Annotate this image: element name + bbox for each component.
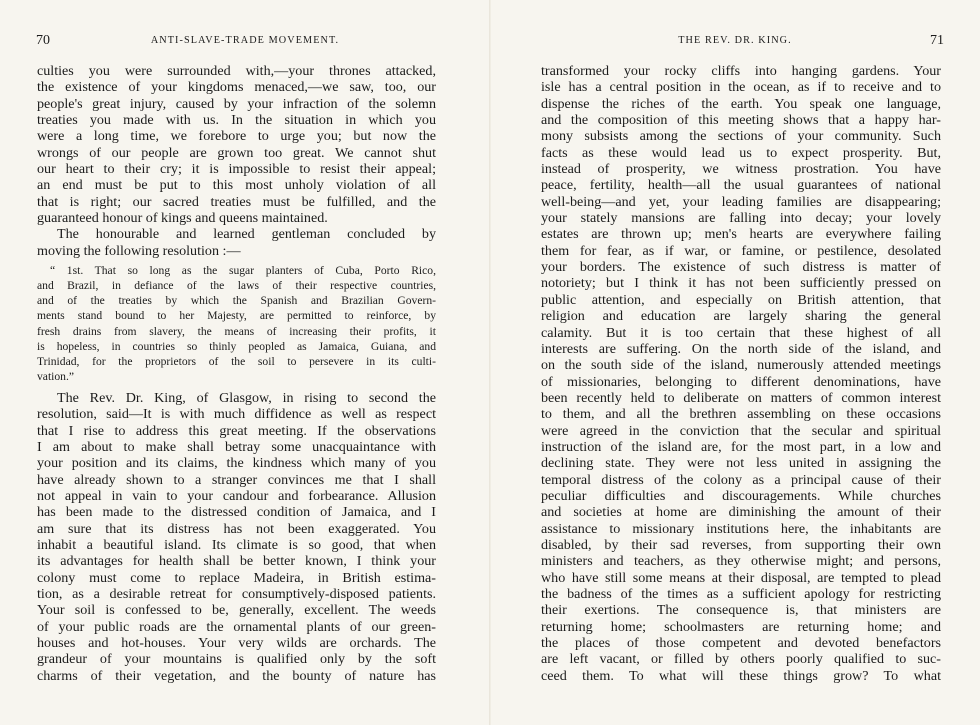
- text-line: moving the following resolution :—: [37, 242, 241, 259]
- text-line: facts as these would lead us to expect prosperity. But,: [541, 144, 941, 161]
- text-line: religion and education are largely sharing the general: [541, 308, 941, 325]
- paragraph: [541, 63, 941, 684]
- text-line: isle has a central position in the ocean, as if to receive and to: [541, 79, 941, 96]
- text-line: your borders. The existence of such distress is matter of: [541, 259, 941, 276]
- text-line: them for fear, as if war, or famine, or pestilence, desolated: [541, 242, 941, 259]
- text-line: to them, and all the brethren assembling on these occasions: [541, 406, 941, 423]
- paragraph: [37, 226, 436, 259]
- text-column: [37, 63, 436, 684]
- text-line: that I rise to address this great meeting. If the observations: [37, 422, 436, 439]
- text-line: Trinidad, for the proprietors of the soil to persevere in its culti-: [37, 354, 436, 368]
- text-line: Your soil is confessed to be, generally, excellent. The weeds: [37, 602, 436, 619]
- right-page: [490, 0, 980, 725]
- text-line: an end must be put to this most unholy violation of all: [37, 177, 436, 194]
- text-line: temporal distress of the colony as a principal cause of their: [541, 471, 941, 488]
- text-line: resolution, said—It is with much diffidence as well as respect: [37, 406, 436, 423]
- text-line: inhabit a beautiful island. Its climate is so good, that when: [37, 536, 436, 553]
- text-line: notoriety; but I think it has not been sufficiently pressed on: [541, 275, 941, 292]
- text-line: culties you were surrounded with,—your thrones attacked,: [37, 63, 436, 79]
- text-line: “ 1st. That so long as the sugar planters of Cuba, Porto Rico,: [50, 264, 436, 278]
- text-line: the badness of the times as a sufficient apology for restricting: [541, 586, 941, 602]
- text-line: peculiar difficulties and discouragements. While churches: [541, 487, 941, 504]
- text-line: disabled, by their sad reverses, from supporting their own: [541, 536, 941, 553]
- page-number: 70: [36, 33, 50, 48]
- running-head: ANTI-SLAVE-TRADE MOVEMENT.: [150, 35, 340, 46]
- text-line: mony subsists among the sections of your community. Such: [541, 128, 941, 145]
- text-line: wrongs of our people are grown too great. We cannot shut: [37, 144, 436, 161]
- text-line: were a long time, we forebore to urge you; but now the: [37, 128, 436, 145]
- text-line: their exertions. The consequence is, that ministers are: [541, 602, 941, 619]
- text-line: dispense the riches of the earth. You speak one language,: [541, 95, 941, 112]
- text-line: its advantages for health shall be better known, I think your: [37, 553, 436, 570]
- text-line: charms of their vegetation, and the bounty of nature has: [37, 667, 436, 684]
- text-line: is hopeless, in countries so thinly peopled as Jamaica, Guiana, and: [37, 339, 436, 353]
- text-line: am sure that its distress has not been exaggerated. You: [37, 520, 436, 537]
- text-line: has been made to the distressed condition of Jamaica, and I: [37, 504, 436, 521]
- text-line: houses and hot-houses. Your very wilds are orchards. The: [37, 635, 436, 652]
- text-line: treaties you made with us. In the situation in which you: [37, 112, 436, 129]
- text-line: of your public roads are the ornamental plants of our green-: [37, 618, 436, 635]
- text-line: and societies at home are diminishing the amount of their: [541, 504, 941, 521]
- text-line: that is right; our sacred treaties must be fulfilled, and the: [37, 193, 436, 210]
- text-line: ments stand bound to her Majesty, are permitted to reinforce, by: [37, 309, 436, 323]
- text-line: and of the treaties by which the Spanish and Brazilian Govern-: [37, 294, 436, 308]
- text-line: not appeal in vain to your candour and forbearance. Allusion: [37, 487, 436, 504]
- text-line: public attention, and especially on British attention, that: [541, 291, 941, 308]
- text-line: assistance to missionary institutions here, the inhabitants are: [541, 520, 941, 537]
- text-line: grandeur of your mountains is qualified only by the soft: [37, 651, 436, 668]
- text-line: of missionaries, belonging to different denominations, have: [541, 373, 941, 390]
- text-line: The Rev. Dr. King, of Glasgow, in rising to second the: [57, 389, 436, 406]
- text-line: instead of prosperity, we witness prostration. You have: [541, 161, 941, 178]
- text-line: vation.”: [37, 369, 75, 383]
- text-line: fresh drains from slavery, the means of increasing their profits, it: [37, 324, 436, 338]
- running-head: THE REV. DR. KING.: [678, 35, 792, 46]
- text-line: ministers and teachers, as they otherwise might; and persons,: [541, 553, 941, 570]
- text-line: estates are thrown up; men's hearts are everywhere failing: [541, 226, 941, 243]
- text-line: your position and its claims, the kindness which many of you: [37, 455, 436, 472]
- text-line: I am about to make shall betray some unacquaintance with: [37, 438, 436, 455]
- text-line: instruction of the island are, for the most part, in a low and: [541, 438, 941, 455]
- text-line: calamity. But it is too certain that these highest of all: [541, 324, 941, 341]
- text-line: The honourable and learned gentleman concluded by: [57, 226, 436, 243]
- text-line: returning home; schoolmasters are returning home; and: [541, 618, 941, 635]
- text-line: peace, fertility, health—all the usual guarantees of national: [541, 177, 941, 194]
- paragraph: [37, 390, 436, 684]
- text-line: interests are suffering. On the north side of the island, and: [541, 340, 941, 357]
- text-line: who have still some means at their disposal, are tempted to plead: [541, 569, 941, 586]
- text-line: guaranteed honour of kings and queens maintained.: [37, 210, 328, 227]
- text-line: colony must come to replace Madeira, in British estima-: [37, 569, 436, 586]
- paragraph: [37, 63, 436, 226]
- text-line: ceed them. To what will these things grow? To what: [541, 667, 941, 684]
- text-line: been recently held to deliberate on matters of common interest: [541, 389, 941, 406]
- text-column: [541, 63, 941, 684]
- text-line: on the south side of the island, numerously attended meetings: [541, 357, 941, 374]
- text-line: are left vacant, or filled by others poorly qualified to suc-: [541, 651, 941, 668]
- text-line: our heart to their cry; it is impossible to resist their appeal;: [37, 161, 436, 178]
- text-line: the existence of your kingdoms menaced,—we saw, too, our: [37, 79, 436, 96]
- text-line: the places of those competent and devoted benefactors: [541, 635, 941, 652]
- text-line: and the composition of this meeting shows that a happy har-: [541, 112, 941, 129]
- block-quote-resolution: [37, 263, 436, 384]
- text-line: people's great injury, caused by your infraction of the solemn: [37, 95, 436, 112]
- text-line: well-being—and yet, your leading families are disappearing;: [541, 193, 941, 210]
- text-line: were agreed in the conviction that the secular and spiritual: [541, 422, 941, 439]
- text-line: declining state. They were not less united in assigning the: [541, 455, 941, 472]
- text-line: tion, as a desirable retreat for consumptively-disposed patients.: [37, 586, 436, 602]
- text-line: have already shown to a stranger convinces me that I shall: [37, 471, 436, 488]
- text-line: transformed your rocky cliffs into hanging gardens. Your: [541, 63, 941, 79]
- text-line: and Brazil, in defiance of the laws of their respective countries,: [37, 279, 436, 293]
- text-line: your stately mansions are falling into decay; your lovely: [541, 210, 941, 227]
- page-number: 71: [930, 33, 944, 48]
